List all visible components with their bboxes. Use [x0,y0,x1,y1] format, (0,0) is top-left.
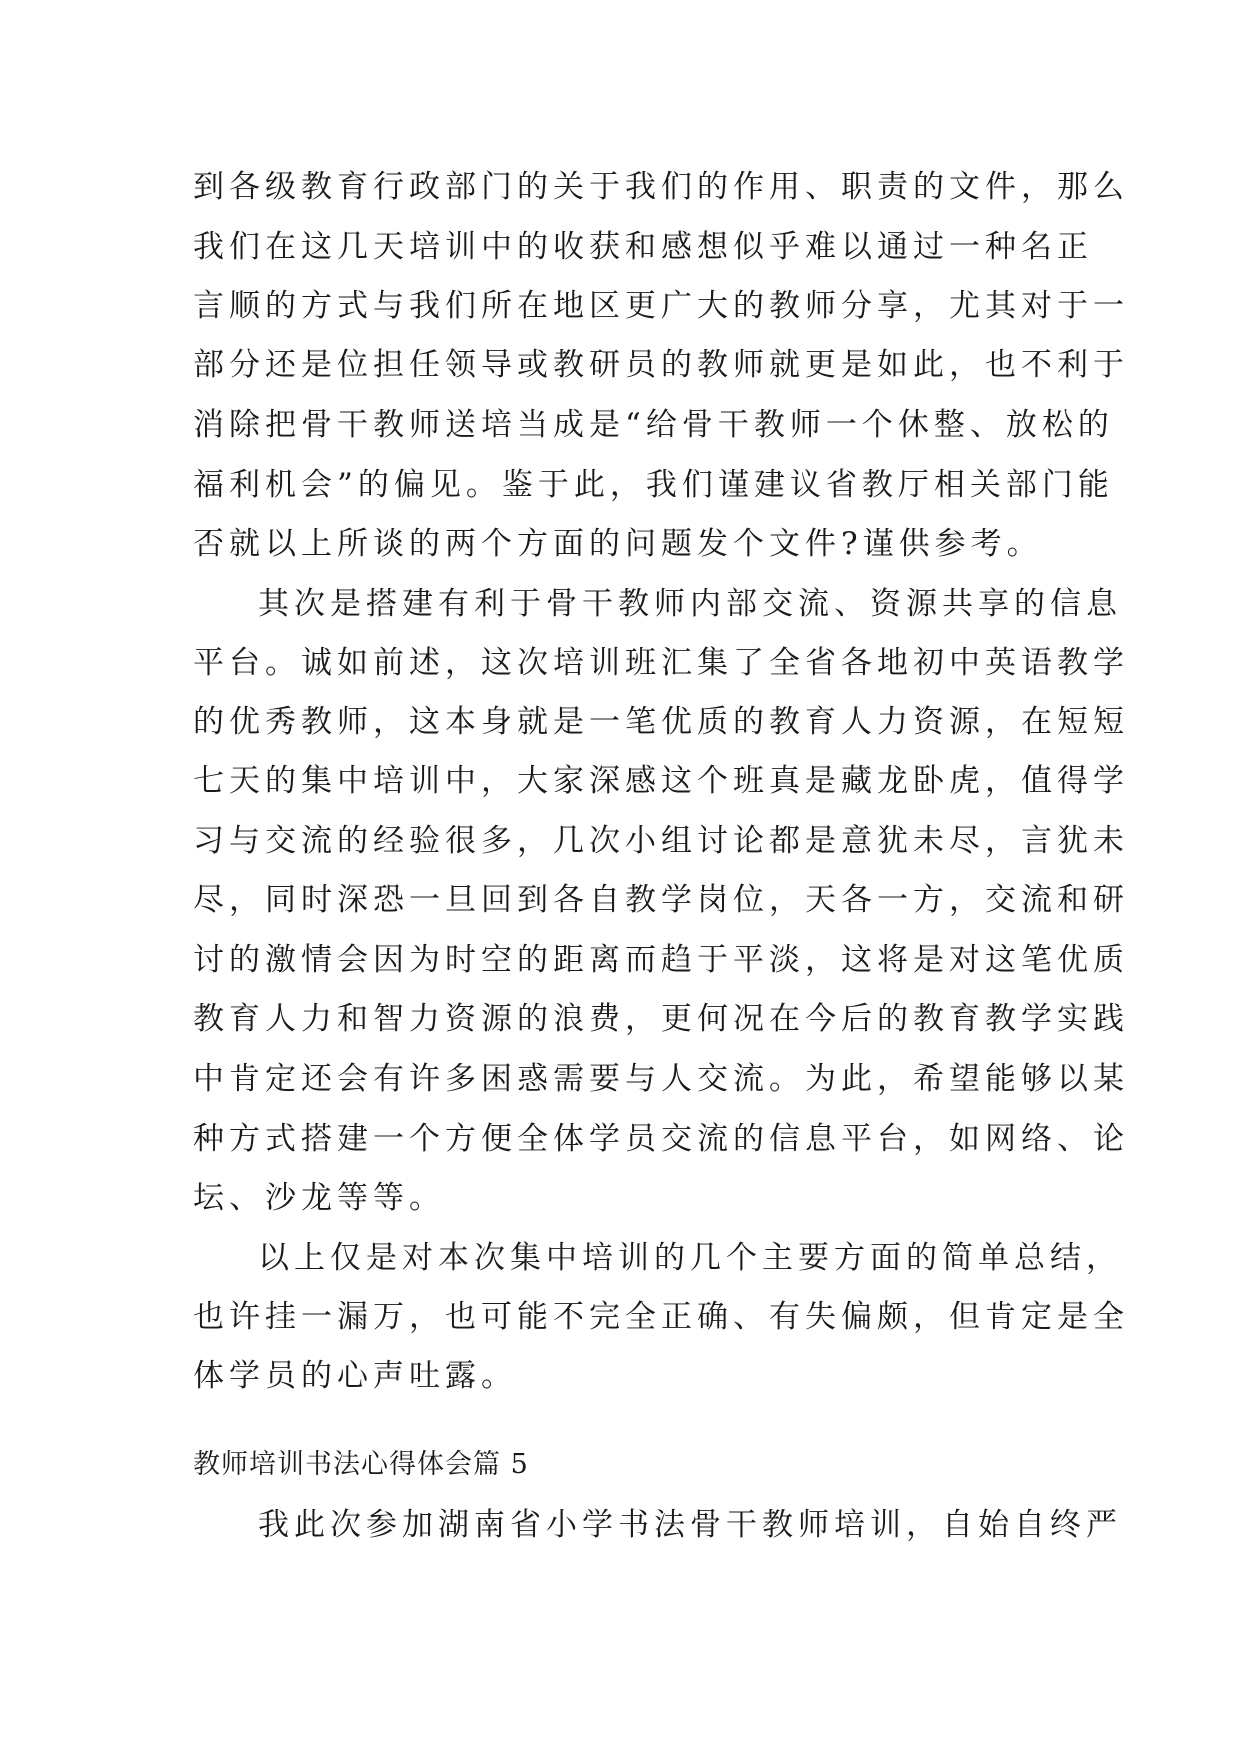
text-line: 言顺的方式与我们所在地区更广大的教师分享，尤其对于一 [193,288,1129,324]
text-line: 坛、沙龙等等。 [193,1180,445,1216]
text-line: 否就以上所谈的两个方面的问题发个文件?谨供参考。 [193,526,1043,562]
text-line: 种方式搭建一个方便全体学员交流的信息平台，如网络、论 [193,1121,1129,1157]
text-line: 消除把骨干教师送培当成是“给骨干教师一个休整、放松的 [193,407,1114,443]
text-line: 也许挂一漏万，也可能不完全正确、有失偏颇，但肯定是全 [193,1299,1129,1335]
text-line: 部分还是位担任领导或教研员的教师就更是如此，也不利于 [193,347,1129,383]
text-line: 的优秀教师，这本身就是一笔优质的教育人力资源，在短短 [193,704,1129,740]
text-line: 习与交流的经验很多，几次小组讨论都是意犹未尽，言犹未 [193,823,1129,859]
text-line: 教育人力和智力资源的浪费，更何况在今后的教育教学实践 [193,1001,1129,1037]
text-line: 福利机会”的偏见。鉴于此，我们谨建议省教厅相关部门能 [193,467,1114,503]
paragraph-first-line: 我此次参加湖南省小学书法骨干教师培训，自始自终严 [258,1507,1122,1543]
text-line: 平台。诚如前述，这次培训班汇集了全省各地初中英语教学 [193,645,1129,681]
text-line: 我们在这几天培训中的收获和感想似乎难以通过一种名正 [193,229,1093,265]
paragraph-first-line: 以上仅是对本次集中培训的几个主要方面的简单总结， [258,1240,1122,1276]
text-line: 讨的激情会因为时空的距离而趋于平淡，这将是对这笔优质 [193,942,1129,978]
text-line: 体学员的心声吐露。 [193,1358,517,1394]
text-line: 尽，同时深恐一旦回到各自教学岗位，天各一方，交流和研 [193,882,1129,918]
text-line: 中肯定还会有许多困惑需要与人交流。为此，希望能够以某 [193,1061,1129,1097]
paragraph-first-line: 其次是搭建有利于骨干教师内部交流、资源共享的信息 [258,586,1122,622]
text-line: 到各级教育行政部门的关于我们的作用、职责的文件，那么 [193,169,1129,205]
section-heading: 教师培训书法心得体会篇 5 [193,1449,529,1480]
text-line: 七天的集中培训中，大家深感这个班真是藏龙卧虎，值得学 [193,763,1129,799]
